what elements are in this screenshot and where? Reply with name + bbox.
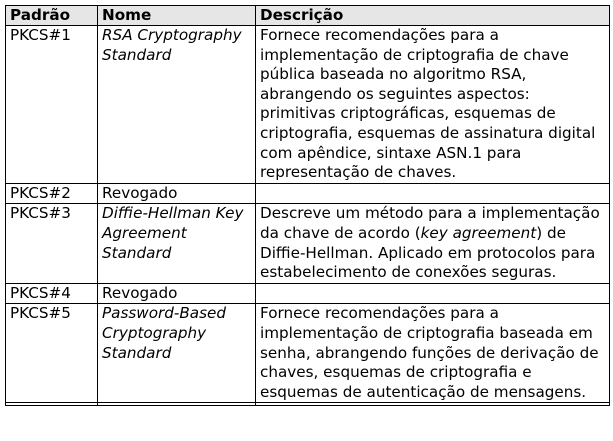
descricao-text: key agreement <box>420 223 537 242</box>
cell-nome <box>98 26 256 184</box>
header-nome: Nome <box>98 6 256 26</box>
cell-padrao: PKCS#2 <box>6 183 98 204</box>
cell-descricao <box>256 283 610 304</box>
cell-nome <box>98 183 256 204</box>
cell-nome <box>98 304 256 403</box>
cell-descricao <box>256 183 610 204</box>
truncated-cell <box>6 403 98 406</box>
descricao-text: Descreve um método para a implementação da chave de acordo ( <box>260 204 600 242</box>
cell-descricao <box>256 26 610 184</box>
cell-descricao <box>256 204 610 283</box>
truncated-row <box>6 403 610 406</box>
nome-text: Revogado <box>102 283 178 302</box>
truncated-cell <box>256 403 610 406</box>
header-padrao: Padrão <box>6 6 98 26</box>
cell-padrao: PKCS#3 <box>6 204 98 283</box>
pkcs-standards-table <box>5 5 610 406</box>
nome-text: Password-Based Cryptography Standard <box>102 304 226 362</box>
table-row <box>6 283 610 304</box>
descricao-text: Fornece recomendações para a implementação de criptografia baseada em senha, abrangendo funções de derivação de chaves, esquemas de criptografia e esquemas de autenticação de mensagens. <box>260 304 599 401</box>
nome-text: Revogado <box>102 183 178 202</box>
table-row <box>6 204 610 283</box>
cell-descricao <box>256 304 610 403</box>
cell-padrao: PKCS#4 <box>6 283 98 304</box>
table-header <box>6 6 610 26</box>
nome-text: Diffie-Hellman Key Agreement Standard <box>102 204 244 262</box>
cell-padrao: PKCS#5 <box>6 304 98 403</box>
table-body <box>6 26 610 406</box>
descricao-text: Fornece recomendações para a implementação de criptografia de chave pública baseada no algoritmo RSA, abrangendo os seguintes aspectos: primitivas criptográficas, esquemas de criptografia, esquemas de assinatura digital com apêndice, sintaxe ASN.1 para representação de chaves. <box>260 26 596 182</box>
nome-text: RSA Cryptography Standard <box>102 26 242 64</box>
table-row <box>6 304 610 403</box>
table-row <box>6 183 610 204</box>
truncated-cell <box>98 403 256 406</box>
descricao-text: ) de Diffie-Hellman. Aplicado em protocolos para estabelecimento de conexões seguras. <box>260 223 596 282</box>
table-row <box>6 26 610 184</box>
cell-nome <box>98 283 256 304</box>
cell-padrao: PKCS#1 <box>6 26 98 184</box>
header-row <box>6 6 610 26</box>
cell-nome <box>98 204 256 283</box>
header-descricao: Descrição <box>256 6 610 26</box>
